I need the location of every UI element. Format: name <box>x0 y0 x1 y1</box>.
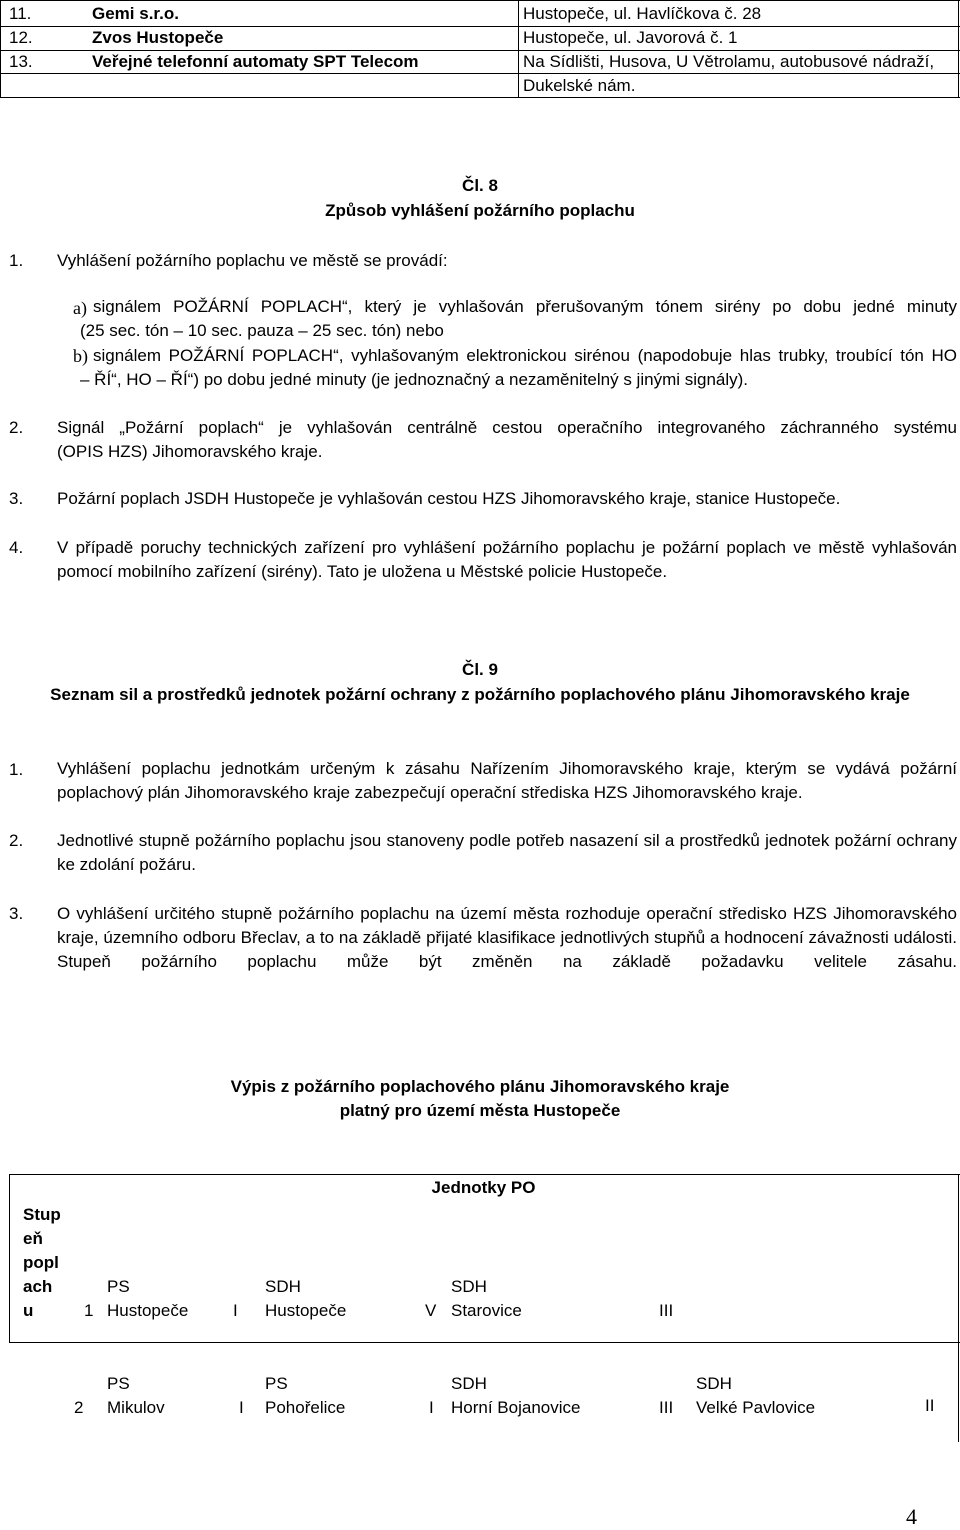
paragraph-number: 2. <box>9 831 24 850</box>
paragraph-line: Požární poplach JSDH Hustopeče je vyhlašován cestou HZS Jihomoravského kraje, stanice Hustopeče. <box>57 489 841 508</box>
table-row-name: Veřejné telefonní automaty SPT Telecom <box>92 52 419 71</box>
item-b-line2: – ŘÍ“, HO – ŘÍ“) po dobu jedné minuty (je jednoznačný a nezaměnitelný s jinými signály). <box>80 370 749 389</box>
unit-name: Mikulov <box>107 1398 165 1417</box>
paragraph-number: 3. <box>9 904 24 923</box>
table-row-address: Hustopeče, ul. Havlíčkova č. 28 <box>523 4 762 23</box>
header-stage-part: popl <box>23 1253 59 1272</box>
header-stage-part: eň <box>23 1229 43 1248</box>
unit-type: SDH <box>265 1277 301 1296</box>
paragraph-line: poplachový plán Jihomoravského kraje zabezpečují operační střediska HZS Jihomoravského kraje. <box>57 783 803 802</box>
unit-name: Pohořelice <box>265 1398 346 1417</box>
paragraph-number: 4. <box>9 538 24 557</box>
table-row-num: 12. <box>9 28 33 47</box>
header-stage-part: ach <box>23 1277 53 1296</box>
stage-number: 1 <box>84 1301 94 1320</box>
unit-name: Horní Bojanovice <box>451 1398 581 1417</box>
paragraph-line: pomocí mobilního zařízení (sirény). Tato je uložena u Městské policie Hustopeče. <box>57 562 668 581</box>
paragraph-line: V případě poruchy technických zařízení pro vyhlášení požárního poplachu je požární poplach ve městě vyhlašován <box>57 538 957 557</box>
article-heading: Čl. 9 <box>462 660 498 679</box>
unit-type: SDH <box>451 1374 487 1393</box>
unit-category: III <box>659 1398 674 1417</box>
paragraph-line: O vyhlášení určitého stupně požárního poplachu na území města rozhoduje operační středisko HZS Jihomoravského <box>57 904 957 923</box>
table-row-name: Gemi s.r.o. <box>92 4 179 23</box>
paragraph-number: 2. <box>9 418 24 437</box>
unit-category: II <box>925 1396 935 1415</box>
table-row-address-continued: Dukelské nám. <box>523 76 636 95</box>
paragraph-number: 3. <box>9 489 24 508</box>
table-row-address: Na Sídlišti, Husova, U Větrolamu, autobusové nádraží, <box>523 52 935 71</box>
table-row-num: 13. <box>9 52 33 71</box>
item-b-line1: signálem POŽÁRNÍ POPLACH“, vyhlašovaným elektronickou sirénou (napodobuje hlas trubky, troubící tón HO <box>93 346 957 365</box>
header-stage-part: u <box>23 1301 34 1320</box>
paragraph-number: 1. <box>9 760 24 779</box>
header-units: Jednotky PO <box>431 1178 536 1197</box>
unit-category: I <box>239 1398 244 1417</box>
unit-category: V <box>425 1301 437 1320</box>
unit-type: SDH <box>451 1277 487 1296</box>
paragraph-line: ke zdolání požáru. <box>57 855 196 874</box>
unit-category: III <box>659 1301 674 1320</box>
unit-type: PS <box>107 1277 130 1296</box>
page-number: 4 <box>906 1504 917 1529</box>
unit-category: I <box>233 1301 238 1320</box>
unit-name: Hustopeče <box>265 1301 347 1320</box>
article-title: Seznam sil a prostředků jednotek požární ochrany z požárního poplachového plánu Jihomoravského kraje <box>50 685 910 704</box>
paragraph-line: kraje, územního odboru Břeclav, a to na základě přijaté klasifikace jednotlivých stupňů a hodnocení závažnosti události. <box>57 928 957 947</box>
unit-type: PS <box>107 1374 130 1393</box>
paragraph-line: Stupeň požárního poplachu může být změněn na základě požadavku velitele zásahu. <box>57 952 957 971</box>
table-row-name: Zvos Hustopeče <box>92 28 224 47</box>
item-label-a: a) <box>73 298 87 318</box>
item-a-line1: signálem POŽÁRNÍ POPLACH“, který je vyhlašován přerušovaným tónem sirény po dobu jedné minuty <box>93 297 957 316</box>
paragraph-line: Signál „Požární poplach“ je vyhlašován centrálně cestou operačního integrovaného záchranného systému <box>57 418 957 437</box>
article-title: Způsob vyhlášení požárního poplachu <box>325 201 635 220</box>
unit-type: SDH <box>696 1374 732 1393</box>
article-heading: Čl. 8 <box>462 176 498 195</box>
unit-name: Starovice <box>451 1301 522 1320</box>
paragraph-line: Vyhlášení poplachu jednotkám určeným k zásahu Nařízením Jihomoravského kraje, kterým se vydává požární <box>57 759 957 778</box>
header-stage-part: Stup <box>23 1205 61 1224</box>
unit-name: Hustopeče <box>107 1301 189 1320</box>
item-a-line2: (25 sec. tón – 10 sec. pauza – 25 sec. tón) nebo <box>80 321 444 340</box>
extract-title-line2: platný pro území města Hustopeče <box>339 1101 621 1120</box>
paragraph-line: (OPIS HZS) Jihomoravského kraje. <box>57 442 323 461</box>
paragraph-text: Vyhlášení požárního poplachu ve městě se provádí: <box>57 251 448 270</box>
paragraph-line: Jednotlivé stupně požárního poplachu jsou stanoveny podle potřeb nasazení sil a prostředků jednotek požární ochrany <box>57 831 957 850</box>
unit-name: Velké Pavlovice <box>696 1398 816 1417</box>
table-row-address: Hustopeče, ul. Javorová č. 1 <box>523 28 738 47</box>
unit-category: I <box>429 1398 434 1417</box>
table-row-num: 11. <box>9 4 32 23</box>
unit-type: PS <box>265 1374 288 1393</box>
paragraph-number: 1. <box>9 251 24 270</box>
item-label-b: b) <box>73 346 88 366</box>
stage-number: 2 <box>74 1398 84 1417</box>
extract-title-line1: Výpis z požárního poplachového plánu Jihomoravského kraje <box>230 1077 730 1096</box>
